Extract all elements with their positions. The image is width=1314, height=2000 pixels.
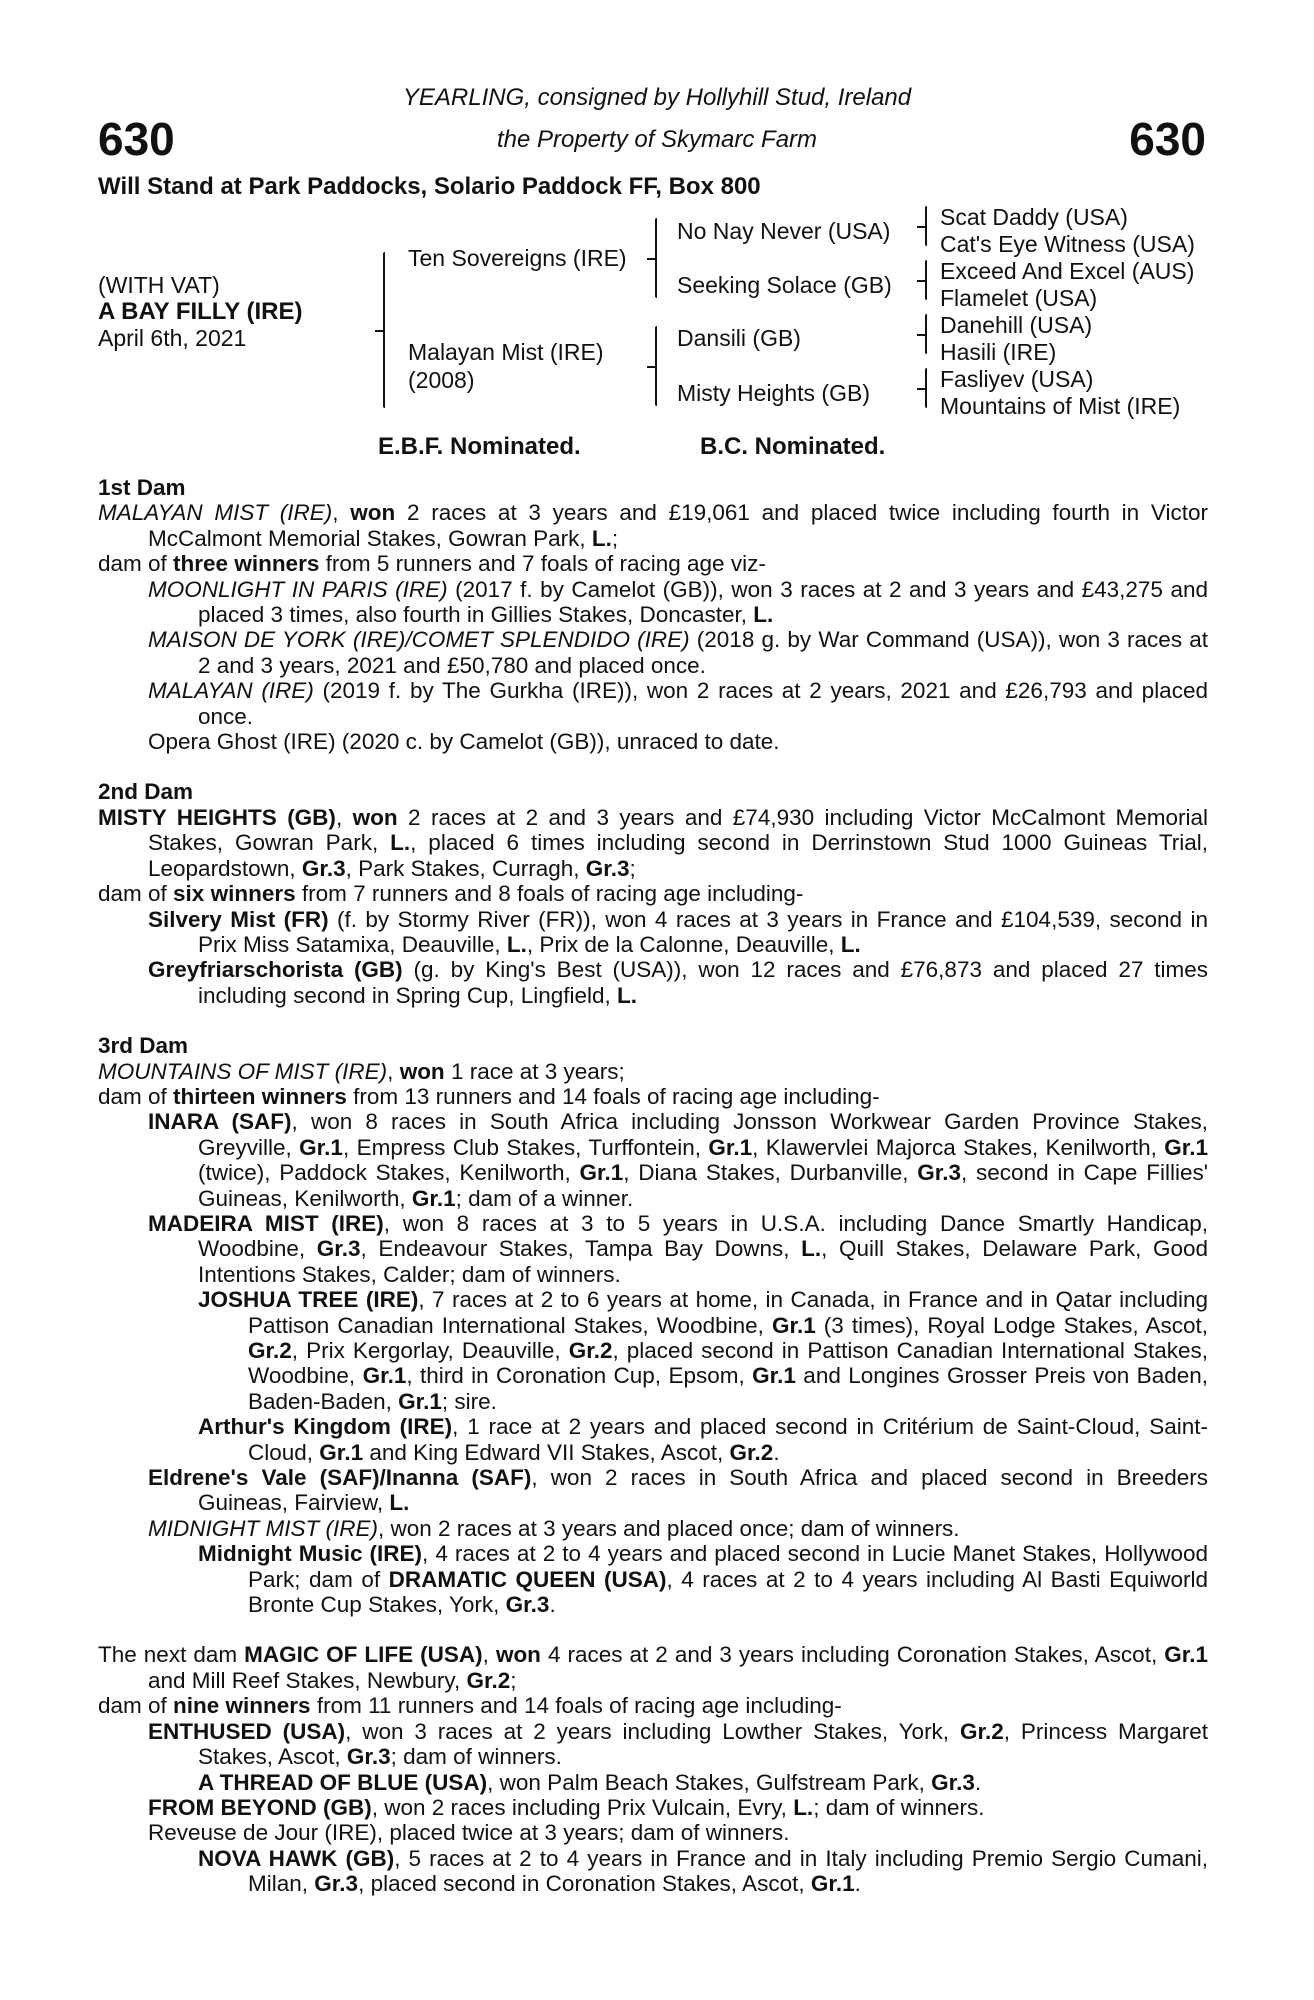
foaling-date: April 6th, 2021 [98, 325, 247, 351]
progeny-entry: MAISON DE YORK (IRE)/COMET SPLENDIDO (IRE) (2018 g. by War Command (USA)), won 3 races at 2 and 3 years, 2021 and £50,780 and placed once. [148, 627, 1208, 678]
vat-note: (WITH VAT) [98, 272, 220, 298]
third-dam-entry: MOUNTAINS OF MIST (IRE), won 1 race at 3 years; [98, 1058, 625, 1084]
dam: Malayan Mist (IRE) [408, 339, 604, 365]
progeny-entry: MIDNIGHT MIST (IRE), won 2 races at 3 years and placed once; dam of winners. [148, 1515, 960, 1541]
sire-dam: Seeking Solace (GB) [677, 272, 892, 298]
brace-ggp-4 [925, 368, 927, 408]
first-dam-produce: dam of three winners from 5 runners and 7 foals of racing age viz- [98, 551, 766, 577]
progeny-entry: ENTHUSED (USA), won 3 races at 2 years including Lowther Stakes, York, Gr.2, Princess Margaret Stakes, Ascot, Gr.3; dam of winners. [148, 1718, 1209, 1770]
ggp-2: Cat's Eye Witness (USA) [940, 231, 1195, 257]
next-dam-produce: dam of nine winners from 11 runners and 14 foals of racing age including- [98, 1693, 842, 1719]
ggp-5: Danehill (USA) [940, 312, 1093, 338]
progeny-entry: Reveuse de Jour (IRE), placed twice at 3 years; dam of winners. [148, 1820, 790, 1846]
consignor-line: YEARLING, consigned by Hollyhill Stud, Ireland [402, 84, 912, 111]
progeny-entry: Arthur's Kingdom (IRE), 1 race at 2 years and placed second in Critérium de Saint-Cloud, Saint-Cloud, Gr.1 and King Edward VII Stakes, Ascot, Gr.2. [198, 1414, 1208, 1465]
bc-nominated: B.C. Nominated. [700, 433, 886, 460]
stand-location: Will Stand at Park Paddocks, Solario Paddock FF, Box 800 [98, 173, 761, 200]
first-dam-heading: 1st Dam [98, 475, 186, 500]
ggp-1: Scat Daddy (USA) [940, 204, 1128, 230]
dam-dam: Misty Heights (GB) [677, 380, 870, 406]
ggp-7: Fasliyev (USA) [940, 366, 1094, 392]
sire-sire: No Nay Never (USA) [677, 218, 891, 244]
third-dam-produce: dam of thirteen winners from 13 runners and 14 foals of racing age including- [98, 1083, 880, 1109]
ggp-4: Flamelet (USA) [940, 285, 1098, 311]
progeny-entry: Silvery Mist (FR) (f. by Stormy River (FR)), won 4 races at 3 years in France and £104,539, second in Prix Miss Satamixa, Deauville, L., Prix de la Calonne, Deauville, L. [148, 906, 1208, 957]
progeny-entry: JOSHUA TREE (IRE), 7 races at 2 to 6 years at home, in Canada, in France and in Qatar including Pattison Canadian International Stakes, Woodbine, Gr.1 (3 times), Royal Lodge Stakes, Ascot, Gr.2, Prix Kergorlay, Deauville, Gr.2, placed second in Pattison Canadian International Stakes, Woodbine, Gr.1, third in Coronation Cup, Epsom, Gr.1 and Longines Grosser Preis von Baden, Baden-Baden, Gr.1; sire. [198, 1287, 1208, 1414]
lot-number-left: 630 [98, 113, 175, 165]
progeny-entry: INARA (SAF), won 8 races in South Africa including Jonsson Workwear Garden Province Stakes, Greyville, Gr.1, Empress Club Stakes, Turffontein, Gr.1, Klawervlei Majorca Stakes, Kenilworth, Gr.1 (twice), Paddock Stakes, Kenilworth, Gr.1, Diana Stakes, Durbanville, Gr.3, second in Cape Fillies' Guineas, Kenilworth, Gr.1; dam of a winner. [148, 1109, 1208, 1211]
progeny-entry: Midnight Music (IRE), 4 races at 2 to 4 years and placed second in Lucie Manet Stakes, Hollywood Park; dam of DRAMATIC QUEEN (USA), 4 races at 2 to 4 years including Al Basti Equiworld Bronte Cup Stakes, York, Gr.3. [198, 1541, 1208, 1618]
second-dam-produce: dam of six winners from 7 runners and 8 foals of racing age including- [98, 881, 804, 907]
progeny-entry: NOVA HAWK (GB), 5 races at 2 to 4 years in France and in Italy including Premio Sergio Cumani, Milan, Gr.3, placed second in Coronation Stakes, Ascot, Gr.1. [198, 1845, 1209, 1897]
ggp-3: Exceed And Excel (AUS) [940, 258, 1195, 284]
ggp-6: Hasili (IRE) [940, 339, 1057, 365]
dam-year: (2008) [408, 367, 475, 393]
progeny-entry: Opera Ghost (IRE) (2020 c. by Camelot (GB)), unraced to date. [148, 729, 780, 755]
progeny-entry: FROM BEYOND (GB), won 2 races including Prix Vulcain, Evry, L.; dam of winners. [148, 1794, 985, 1820]
horse-name: A BAY FILLY (IRE) [98, 298, 303, 325]
progeny-entry: MALAYAN (IRE) (2019 f. by The Gurkha (IRE)), won 2 races at 2 years, 2021 and £26,793 and placed once. [148, 678, 1208, 729]
ggp-8: Mountains of Mist (IRE) [940, 393, 1181, 419]
dam-sire: Dansili (GB) [677, 325, 801, 351]
lot-number-right: 630 [1129, 113, 1206, 165]
property-line: the Property of Skymarc Farm [496, 126, 818, 153]
brace-ggp-2 [925, 260, 927, 300]
progeny-entry: Greyfriarschorista (GB) (g. by King's Best (USA)), won 12 races and £76,873 and placed 27 times including second in Spring Cup, Lingfield, L. [148, 957, 1208, 1008]
second-dam-heading: 2nd Dam [98, 779, 194, 805]
progeny-entry: Eldrene's Vale (SAF)/Inanna (SAF), won 2 races in South Africa and placed second in Breeders Guineas, Fairview, L. [148, 1465, 1208, 1516]
sire: Ten Sovereigns (IRE) [408, 245, 627, 271]
brace-ggp-3 [925, 314, 927, 354]
progeny-entry: A THREAD OF BLUE (USA), won Palm Beach Stakes, Gulfstream Park, Gr.3. [198, 1769, 982, 1795]
progeny-entry: MADEIRA MIST (IRE), won 8 races at 3 to 5 years in U.S.A. including Dance Smartly Handicap, Woodbine, Gr.3, Endeavour Stakes, Tampa Bay Downs, L., Quill Stakes, Delaware Park, Good Intentions Stakes, Calder; dam of winners. [148, 1210, 1208, 1287]
second-dam-entry: MISTY HEIGHTS (GB), won 2 races at 2 and 3 years and £74,930 including Victor McCalmont Memorial Stakes, Gowran Park, L., placed 6 times including second in Derrinstown Stud 1000 Guineas Trial, Leopardstown, Gr.3, Park Stakes, Curragh, Gr.3; [98, 804, 1209, 881]
ebf-nominated: E.B.F. Nominated. [378, 433, 581, 460]
first-dam-entry: MALAYAN MIST (IRE), won 2 races at 3 years and £19,061 and placed twice including fourth in Victor McCalmont Memorial Stakes, Gowran Park, L.; [98, 500, 1208, 551]
brace-ggp-1 [925, 206, 927, 246]
next-dam-entry: The next dam MAGIC OF LIFE (USA), won 4 races at 2 and 3 years including Coronation Stakes, Ascot, Gr.1 and Mill Reef Stakes, Newbury, Gr.2; [98, 1642, 1208, 1693]
third-dam-heading: 3rd Dam [98, 1033, 189, 1059]
brace-main [383, 252, 385, 408]
catalogue-body [98, 475, 1208, 1897]
brace-dam [655, 326, 657, 406]
brace-sire [655, 218, 657, 298]
progeny-entry: MOONLIGHT IN PARIS (IRE) (2017 f. by Camelot (GB)), won 3 races at 2 and 3 years and £43,275 and placed 3 times, also fourth in Gillies Stakes, Doncaster, L. [148, 576, 1208, 628]
